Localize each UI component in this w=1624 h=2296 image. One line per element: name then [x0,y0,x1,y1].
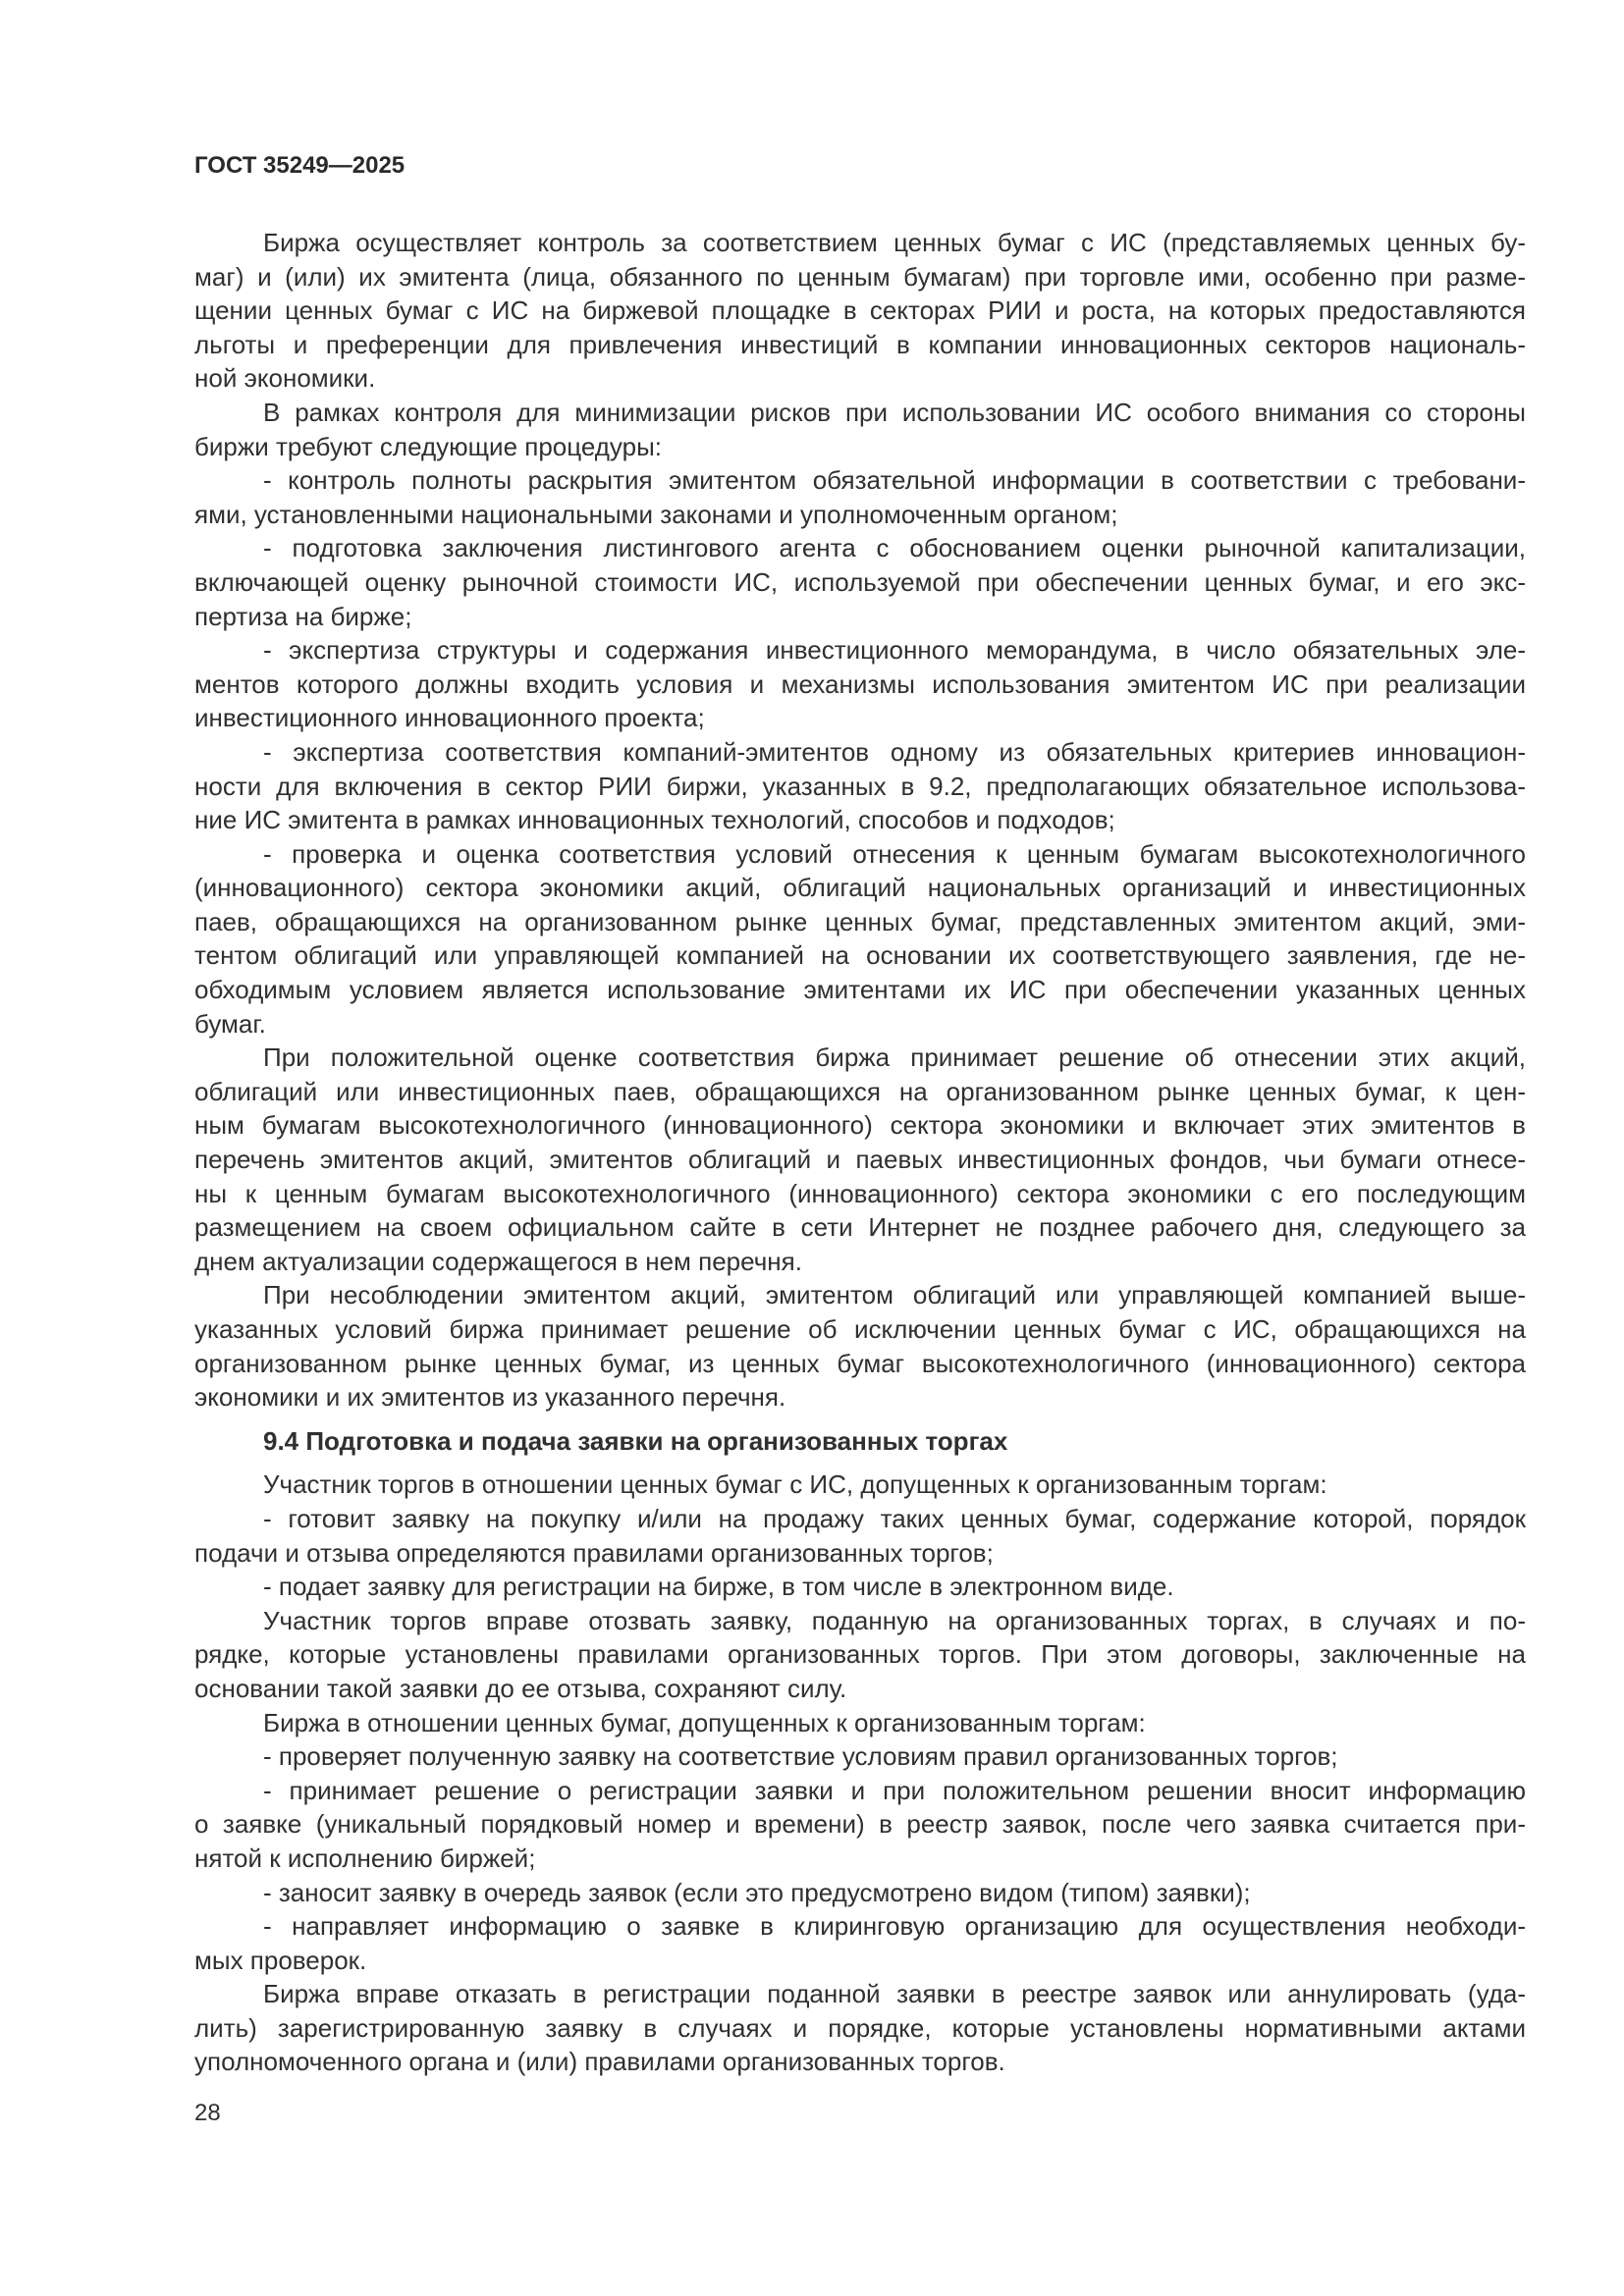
text-line: тентом облигаций или управляющей компанией на основании их соответствующего заявления, где не- [194,940,1526,971]
text-line: облигаций или инвестиционных паев, обращающихся на организованном рынке ценных бумаг, к цен- [194,1076,1526,1106]
text-line: Биржа вправе отказать в регистрации поданной заявки в реестре заявок или аннулировать (уда- [263,1979,1526,2009]
section-heading [194,1424,1526,1459]
text-line: - направляет информацию о заявке в клиринговую организацию для осуществления необходи- [263,1911,1526,1942]
text-line: бумаг. [194,1008,266,1039]
text-line: 9.4 Подготовка и подача заявки на организованных торгах [263,1425,1008,1456]
text-line: о заявке (уникальный порядковый номер и времени) в реестр заявок, после чего заявка считается при- [194,1809,1526,1840]
text-line: - подает заявку для регистрации на бирже, в том числе в электронном виде. [263,1572,1174,1602]
text-line: - проверяет полученную заявку на соответствие условиям правил организованных торгов; [263,1741,1338,1772]
text-line: Участник торгов вправе отозвать заявку, поданную на организованных торгах, в случаях и по- [263,1605,1526,1635]
paragraph [194,1739,1526,1774]
paragraph [194,837,1526,1041]
text-line: ности для включения в сектор РИИ биржи, указанных в 9.2, предполагающих обязательное использова- [194,771,1526,801]
text-line: паев, обращающихся на организованном рынке ценных бумаг, представленных эмитентом акций, эми- [194,906,1526,936]
text-line: При несоблюдении эмитентом акций, эмитентом облигаций или управляющей компанией выше- [263,1280,1526,1310]
text-line: лить) зарегистрированную заявку в случаях и порядке, которые установлены нормативными актами [194,2012,1526,2043]
text-line: мых проверок. [194,1945,367,1975]
text-line: - принимает решение о регистрации заявки и при положительном решении вносит информацию [263,1775,1526,1805]
paragraph [194,1876,1526,1910]
paragraph [194,226,1526,396]
text-line: - контроль полноты раскрытия эмитентом обязательной информации в соответствии с требовани- [263,465,1526,496]
text-line: (инновационного) сектора экономики акций, облигаций национальных организаций и инвестиционных [194,873,1526,903]
paragraph [194,463,1526,531]
text-line: биржи требуют следующие процедуры: [194,431,662,461]
text-line: ментов которого должны входить условия и механизмы использования эмитентом ИС при реализации [194,668,1526,699]
document-header: ГОСТ 35249—2025 [194,152,406,179]
text-line: ние ИС эмитента в рамках инновационных технологий, способов и подходов; [194,805,1115,835]
paragraph [194,735,1526,837]
paragraph [194,1909,1526,1977]
paragraph [194,396,1526,463]
text-line: - проверка и оценка соответствия условий отнесения к ценным бумагам высокотехнологичного [263,838,1526,869]
text-line: ным бумагам высокотехнологичного (инновационного) сектора экономики и включает этих эмитентов в [194,1110,1526,1141]
text-line: Участник торгов в отношении ценных бумаг с ИС, допущенных к организованным торгам: [263,1469,1327,1500]
text-line: ной экономики. [194,363,376,394]
text-line: размещением на своем официальном сайте в сети Интернет не позднее рабочего дня, следующего за [194,1212,1526,1243]
paragraph [194,1041,1526,1278]
text-line: организованном рынке ценных бумаг, из ценных бумаг высокотехнологичного (инновационного) сектора [194,1348,1526,1378]
paragraph [194,531,1526,633]
text-line: пертиза на бирже; [194,601,412,631]
paragraph [194,1502,1526,1570]
text-line: перечень эмитентов акций, эмитентов облигаций и паевых инвестиционных фондов, чьи бумаги отнесе- [194,1145,1526,1175]
text-line: инвестиционного инновационного проекта; [194,703,705,733]
text-line: подачи и отзыва определяются правилами организованных торгов; [194,1537,994,1568]
paragraph [194,1570,1526,1604]
text-line: - готовит заявку на покупку и/или на продажу таких ценных бумаг, содержание которой, порядок [263,1503,1526,1533]
text-line: ны к ценным бумагам высокотехнологичного (инновационного) сектора экономики с его последующим [194,1178,1526,1208]
text-line: днем актуализации содержащегося в нем перечня. [194,1246,802,1276]
text-line: Биржа осуществляет контроль за соответствием ценных бумаг с ИС (представляемых ценных бу- [263,228,1526,257]
paragraph [194,1604,1526,1706]
text-line: Биржа в отношении ценных бумаг, допущенных к организованным торгам: [263,1707,1146,1737]
text-line: указанных условий биржа принимает решение об исключении ценных бумаг с ИС, обращающихся на [194,1314,1526,1344]
document-body [194,226,1526,2079]
text-line: - экспертиза соответствия компаний-эмитентов одному из обязательных критериев инновацион- [263,736,1526,767]
text-line: щении ценных бумаг с ИС на биржевой площадке в секторах РИИ и роста, на которых предоставляются [194,295,1526,326]
text-line: обходимым условием является использование эмитентами их ИС при обеспечении указанных ценных [194,975,1526,1005]
paragraph [194,1468,1526,1502]
paragraph [194,1278,1526,1414]
text-line: нятой к исполнению биржей; [194,1842,536,1873]
text-line: - подготовка заключения листингового агента с обоснованием оценки рыночной капитализации, [263,533,1526,563]
paragraph [194,1774,1526,1876]
text-line: - заносит заявку в очередь заявок (если это предусмотрено видом (типом) заявки); [263,1877,1251,1907]
text-line: льготы и преференции для привлечения инвестиций в компании инновационных секторов националь- [194,329,1526,359]
text-line: В рамках контроля для минимизации рисков при использовании ИС особого внимания со стороны [263,397,1526,427]
text-line: уполномоченного органа и (или) правилами организованных торгов. [194,2047,1005,2077]
text-line: ями, установленными национальными законами и уполномоченным органом; [194,499,1118,529]
text-line: основании такой заявки до ее отзыва, сохраняют силу. [194,1673,847,1703]
text-line: маг) и (или) их эмитента (лица, обязанного по ценным бумагам) при торговле ими, особенно при разме- [194,261,1526,292]
paragraph [194,633,1526,735]
text-line: - экспертиза структуры и содержания инвестиционного меморандума, в число обязательных эле- [263,635,1526,666]
text-line: рядке, которые установлены правилами организованных торгов. При этом договоры, заключенные на [194,1639,1526,1670]
paragraph [194,1977,1526,2079]
text-line: включающей оценку рыночной стоимости ИС, используемой при обеспечении ценных бумаг, и его экс- [194,566,1526,597]
text-line: При положительной оценке соответствия биржа принимает решение об отнесении этих акций, [263,1042,1526,1073]
text-line: экономики и их эмитентов из указанного перечня. [194,1382,786,1413]
paragraph [194,1706,1526,1740]
page-number: 28 [194,2100,221,2126]
